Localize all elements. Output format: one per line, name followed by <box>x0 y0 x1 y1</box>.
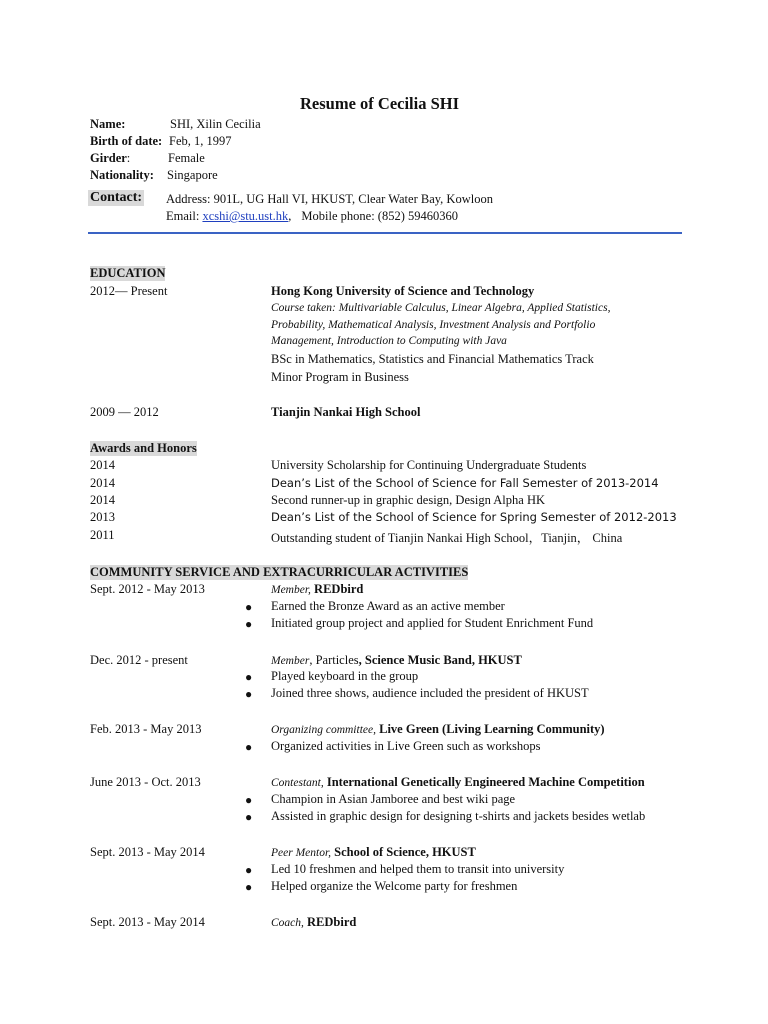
header-divider <box>88 232 682 234</box>
activity-bullet-text: Earned the Bronze Award as an active member <box>271 599 505 613</box>
award-year: 2014 <box>90 493 115 507</box>
activity-bullet-text: Joined three shows, audience included the president of HKUST <box>271 686 589 700</box>
activity-date: Sept. 2013 - May 2014 <box>90 845 205 859</box>
activity-role: Member <box>271 655 310 667</box>
awards-heading: Awards and Honors <box>90 441 197 455</box>
education-date: 2012— Present <box>90 284 168 298</box>
award-year: 2011 <box>90 528 115 542</box>
award-text: Dean’s List of the School of Science for Spring Semester of 2012-2013 <box>271 510 677 524</box>
award-text: Dean’s List of the School of Science for Fall Semester of 2013-2014 <box>271 476 659 490</box>
education-heading: EDUCATION <box>90 266 166 280</box>
course-line: Management, Introduction to Computing with Java <box>271 335 507 347</box>
award-text: University Scholarship for Continuing Undergraduate Students <box>271 458 587 472</box>
activity-bullet-text: Initiated group project and applied for Student Enrichment Fund <box>271 616 594 630</box>
bullet-icon: ● <box>245 687 253 701</box>
activity-org: REDbird <box>307 915 357 929</box>
contact-phone: Mobile phone: (852) 59460360 <box>301 209 458 223</box>
birth-value: Feb, 1, 1997 <box>169 134 232 148</box>
activity-header <box>271 582 363 597</box>
activity-date: Sept. 2012 - May 2013 <box>90 582 205 596</box>
award-year: 2013 <box>90 510 115 524</box>
award-year: 2014 <box>90 458 115 472</box>
bullet-icon: ● <box>245 810 253 824</box>
activity-bullet-text: Assisted in graphic design for designing t-shirts and jackets besides wetlab <box>271 809 646 823</box>
activity-org: REDbird <box>314 582 364 596</box>
activities-heading: COMMUNITY SERVICE AND EXTRACURRICULAR ACTIVITIES <box>90 565 469 579</box>
activity-org: School of Science, HKUST <box>334 845 476 859</box>
activity-role: Organizing committee, <box>271 724 376 736</box>
nationality-value: Singapore <box>167 168 218 182</box>
activity-date: Sept. 2013 - May 2014 <box>90 915 205 929</box>
activity-header <box>271 845 476 860</box>
education-date: 2009 — 2012 <box>90 405 159 419</box>
bullet-icon: ● <box>245 880 253 894</box>
activity-header <box>271 653 522 668</box>
activity-bullet-text: Champion in Asian Jamboree and best wiki page <box>271 792 516 806</box>
activity-date: Feb. 2013 - May 2013 <box>90 722 202 736</box>
award-year: 2014 <box>90 476 115 490</box>
award-text: Outstanding student of Tianjin Nankai High School，Tianjin， China <box>271 531 623 545</box>
education-school: Hong Kong University of Science and Technology <box>271 284 535 298</box>
activity-role: Contestant, <box>271 777 324 789</box>
gender-label: Girder <box>90 151 127 165</box>
contact-label: Contact: <box>90 190 143 205</box>
birth-label: Birth of date: <box>90 134 163 148</box>
contact-address: Address: 901L, UG Hall VI, HKUST, Clear Water Bay, Kowloon <box>166 192 493 206</box>
email-link[interactable]: xcshi@stu.ust.hk <box>202 209 289 223</box>
course-line: Probability, Mathematical Analysis, Investment Analysis and Portfolio <box>271 319 596 331</box>
activity-org: International Genetically Engineered Machine Competition <box>326 775 645 789</box>
activity-bullet-text: Led 10 freshmen and helped them to transit into university <box>271 862 565 876</box>
bullet-icon: ● <box>245 600 253 614</box>
bullet-icon: ● <box>245 740 253 754</box>
degree-line: BSc in Mathematics, Statistics and Financial Mathematics Track <box>271 352 594 366</box>
name-value: SHI, Xilin Cecilia <box>170 117 261 131</box>
name-label: Name: <box>90 117 126 131</box>
bullet-icon: ● <box>245 863 253 877</box>
bullet-icon: ● <box>245 670 253 684</box>
activity-bullet-text: Played keyboard in the group <box>271 669 419 683</box>
course-line: Course taken: Multivariable Calculus, Linear Algebra, Applied Statistics, <box>271 302 611 314</box>
activity-bullet-text: Organized activities in Live Green such as workshops <box>271 739 541 753</box>
activity-date: Dec. 2012 - present <box>90 653 188 667</box>
activity-org: Live Green (Living Learning Community) <box>379 722 605 736</box>
activity-header <box>271 775 645 790</box>
activity-bullet-text: Helped organize the Welcome party for freshmen <box>271 879 518 893</box>
gender-label-colon: : <box>126 151 131 165</box>
activity-org: , Science Music Band, HKUST <box>358 653 522 667</box>
email-suffix: , <box>288 209 292 223</box>
activity-header <box>271 915 356 930</box>
page-title: Resume of Cecilia SHI <box>300 94 460 113</box>
contact-email-row <box>166 209 458 224</box>
award-text: Second runner-up in graphic design, Design Alpha HK <box>271 493 545 507</box>
activity-sub: , Particles <box>309 653 359 667</box>
activity-header <box>271 722 605 737</box>
bullet-icon: ● <box>245 793 253 807</box>
education-school: Tianjin Nankai High School <box>271 405 421 419</box>
bullet-icon: ● <box>245 617 253 631</box>
email-prefix: Email: <box>166 209 203 223</box>
activity-role: Member, <box>271 584 311 596</box>
gender-label-row <box>90 151 130 166</box>
activity-role: Coach, <box>271 917 304 929</box>
activity-role: Peer Mentor, <box>271 847 332 859</box>
nationality-label: Nationality: <box>90 168 154 182</box>
activity-date: June 2013 - Oct. 2013 <box>90 775 201 789</box>
minor-line: Minor Program in Business <box>271 370 409 384</box>
gender-value: Female <box>168 151 205 165</box>
